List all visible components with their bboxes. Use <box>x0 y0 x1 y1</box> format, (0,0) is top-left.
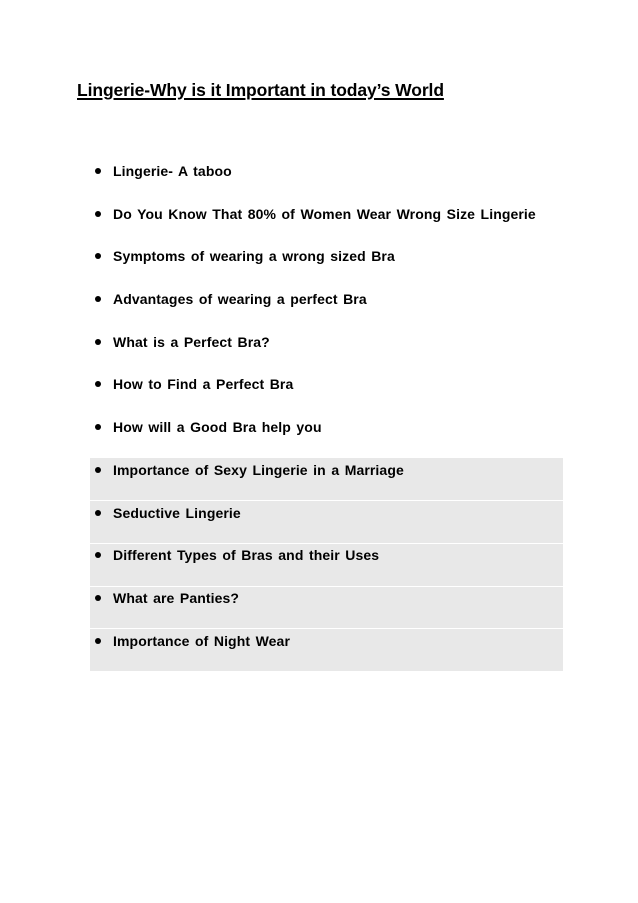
bullet-dot-icon <box>95 424 101 430</box>
highlight-separator <box>90 500 563 501</box>
list-item <box>95 545 379 565</box>
list-item-text: Symptoms of wearing a wrong sized Bra <box>113 248 395 264</box>
list-item-text: How to Find a Perfect Bra <box>113 376 294 392</box>
list-item <box>95 460 404 480</box>
list-item-text: Importance of Night Wear <box>113 633 290 649</box>
bullet-dot-icon <box>95 467 101 473</box>
bullet-dot-icon <box>95 381 101 387</box>
list-item-text: What is a Perfect Bra? <box>113 334 270 350</box>
list-item <box>95 289 367 309</box>
list-item-text: Importance of Sexy Lingerie in a Marriage <box>113 462 404 478</box>
bullet-dot-icon <box>95 510 101 516</box>
bullet-dot-icon <box>95 339 101 345</box>
list-item-text: What are Panties? <box>113 590 240 606</box>
highlight-separator <box>90 628 563 629</box>
list-item <box>95 332 270 352</box>
list-item <box>95 503 241 523</box>
list-item-text: Lingerie- A taboo <box>113 163 232 179</box>
bullet-dot-icon <box>95 595 101 601</box>
list-item <box>95 588 239 608</box>
bullet-dot-icon <box>95 552 101 558</box>
bullet-dot-icon <box>95 253 101 259</box>
list-item <box>95 161 232 181</box>
list-item <box>95 204 536 224</box>
list-item <box>95 374 293 394</box>
list-item-text: Advantages of wearing a perfect Bra <box>113 291 367 307</box>
list-item <box>95 631 290 651</box>
bullet-dot-icon <box>95 296 101 302</box>
document-title: Lingerie-Why is it Important in today’s World <box>77 80 444 100</box>
highlight-separator <box>90 586 563 587</box>
highlight-separator <box>90 543 563 544</box>
list-item <box>95 246 395 266</box>
list-item <box>95 417 322 437</box>
list-item-text: Do You Know That 80% of Women Wear Wrong Size Lingerie <box>113 206 536 222</box>
bullet-dot-icon <box>95 211 101 217</box>
list-item-text: How will a Good Bra help you <box>113 419 322 435</box>
bullet-dot-icon <box>95 638 101 644</box>
list-item-text: Seductive Lingerie <box>113 505 241 521</box>
list-item-text: Different Types of Bras and their Uses <box>113 547 380 563</box>
bullet-dot-icon <box>95 168 101 174</box>
